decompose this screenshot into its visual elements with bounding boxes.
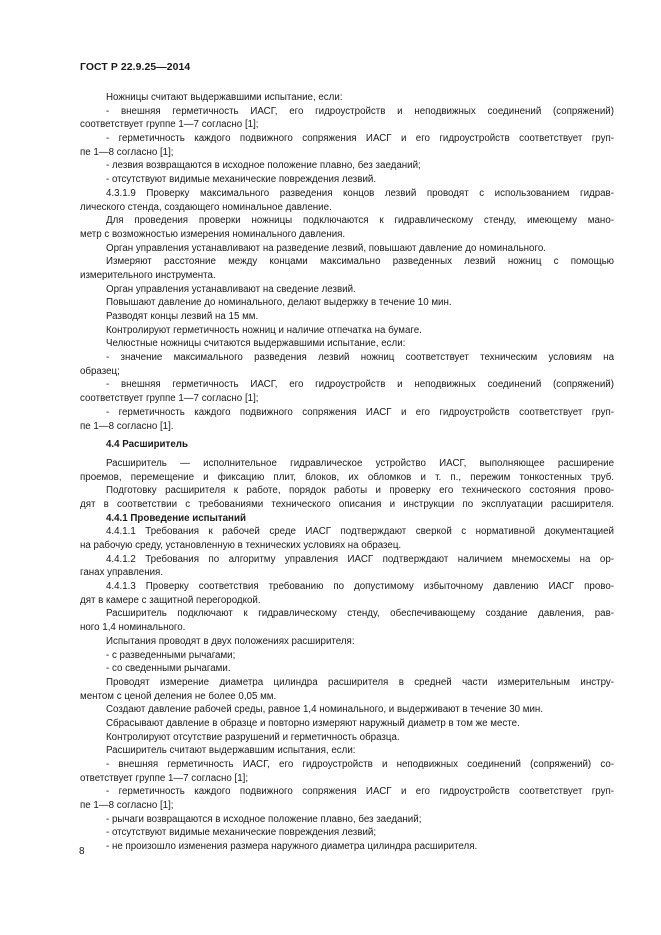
text-line: - внешняя герметичность ИАСГ, его гидроустройств и неподвижных соединений (сопряжений)	[106, 105, 614, 117]
text-line: ответствует группе 1—7 согласно [1];	[80, 772, 249, 784]
text-line: Расширитель — исполнительное гидравлическое устройство ИАСГ, выполняющее расширение	[106, 457, 614, 469]
text-line: - значение максимального разведения лезвий ножниц соответствует техническим условиям на	[106, 352, 614, 364]
text-line: образец;	[80, 365, 120, 377]
text-line: проемов, перемещение и фиксацию плит, блоков, их обломков и т. п., пережим тонкостенных труб.	[80, 471, 614, 483]
text-line: - со сведенными рычагами.	[106, 663, 231, 675]
text-line: 4.4.1.3 Проверку соответствия требованию по допустимому избыточному давлению ИАСГ прово-	[106, 581, 614, 593]
text-line: пе 1—8 согласно [1];	[80, 800, 174, 812]
text-line: Контролируют отсутствие разрушений и герметичность образца.	[106, 731, 400, 743]
text-line: соответствует группе 1—7 согласно [1];	[80, 119, 259, 131]
document-body	[80, 91, 614, 854]
text-line: Измеряют расстояние между концами максимально разведенных лезвий ножниц с помощью	[106, 256, 614, 268]
text-line: Челюстные ножницы считаются выдержавшими испытание, если:	[106, 338, 406, 350]
text-line: метр с возможностью измерения номинального давления.	[80, 228, 346, 240]
text-line: - рычаги возвращаются в исходное положение плавно, без заеданий;	[106, 813, 422, 825]
text-line: - герметичность каждого подвижного сопряжения ИАСГ и его гидроустройств соответствует груп-	[106, 133, 614, 145]
text-line: измерительного инструмента.	[80, 269, 216, 281]
text-line: ментом с ценой деления не более 0,05 мм.	[80, 690, 277, 702]
text-line: Ножницы считают выдержавшими испытание, если:	[106, 92, 343, 103]
text-line: соответствует группе 1—7 согласно [1];	[80, 393, 259, 405]
text-line: 4.4.1.2 Требования по алгоритму управления ИАСГ подтверждают наличием мнемосхемы на ор-	[106, 553, 614, 565]
section-heading: 4.4 Расширитель	[106, 439, 188, 451]
text-line: ного 1,4 номинального.	[80, 622, 186, 634]
text-line: Расширитель подключают к гидравлическому стенду, обеспечивающему создание давления, рав-	[106, 608, 614, 620]
text-line: 4.3.1.9 Проверку максимального разведения концов лезвий проводят с использованием гидрав-	[106, 187, 614, 199]
text-line: - отсутствуют видимые механические повреждения лезвий;	[106, 827, 377, 839]
text-line: пе 1—8 согласно [1];	[80, 146, 174, 158]
text-line: Подготовку расширителя к работе, порядок работы и проверку его технического состояния прово-	[106, 485, 614, 497]
text-line: ганах управления.	[80, 567, 164, 579]
text-line: лического стенда, создающего номинальное давление.	[80, 201, 332, 213]
text-line: Создают давление рабочей среды, равное 1,4 номинального, и выдерживают в течение 30 мин.	[106, 704, 544, 716]
text-line: - внешняя герметичность ИАСГ, его гидроустройств и неподвижных соединений (сопряжений) со-	[106, 759, 614, 770]
text-line: Контролируют герметичность ножниц и наличие отпечатка на бумаге.	[106, 324, 422, 336]
text-line: Испытания проводят в двух положениях расширителя:	[106, 635, 355, 647]
text-line: Орган управления устанавливают на разведение лезвий, повышают давление до номинального.	[106, 242, 546, 254]
text-line: - не произошло изменения размера наружного диаметра цилиндра расширителя.	[106, 841, 478, 853]
text-line: - лезвия возвращаются в исходное положение плавно, без заеданий;	[106, 160, 421, 172]
text-line: - отсутствуют видимые механические повреждения лезвий.	[106, 174, 377, 186]
text-line: Для проведения проверки ножницы подключаются к гидравлическому стенду, имеющему мано-	[106, 215, 614, 227]
text-line: - герметичность каждого подвижного сопряжения ИАСГ и его гидроустройств соответствует груп-	[106, 786, 614, 798]
text-line: Орган управления устанавливают на сведение лезвий.	[106, 283, 356, 295]
text-line: 4.4.1.1 Требования к рабочей среде ИАСГ подтверждают сверкой с нормативной документацией	[106, 526, 614, 538]
text-line: - герметичность каждого подвижного сопряжения ИАСГ и его гидроустройств соответствует груп-	[106, 406, 614, 418]
text-line: Разводят концы лезвий на 15 мм.	[106, 311, 259, 322]
document-header: ГОСТ Р 22.9.25—2014	[80, 62, 191, 73]
section-heading: 4.4.1 Проведение испытаний	[106, 512, 246, 524]
text-line: Сбрасывают давление в образце и повторно измеряют наружный диаметр в том же месте.	[106, 717, 520, 729]
text-line: - внешняя герметичность ИАСГ, его гидроустройств и неподвижных соединений (сопряжений)	[106, 379, 614, 391]
text-line: Проводят измерение диаметра цилиндра расширителя в средней части измерительным инстру-	[106, 676, 614, 688]
text-line: Повышают давление до номинального, делают выдержку в течение 10 мин.	[106, 297, 452, 309]
text-line: пе 1—8 согласно [1].	[80, 420, 174, 432]
text-line: дят в камере с защитной перегородкой.	[80, 594, 261, 606]
text-line: - с разведенными рычагами;	[106, 649, 236, 661]
text-line: дят в соответствии с требованиями технического описания и инструкции по эксплуатации расширителя.	[80, 498, 614, 510]
page-number: 8	[79, 846, 85, 857]
text-line: Расширитель считают выдержавшим испытания, если:	[106, 745, 356, 757]
text-line: на рабочую среду, установленную в технических условиях на образец.	[80, 540, 402, 551]
